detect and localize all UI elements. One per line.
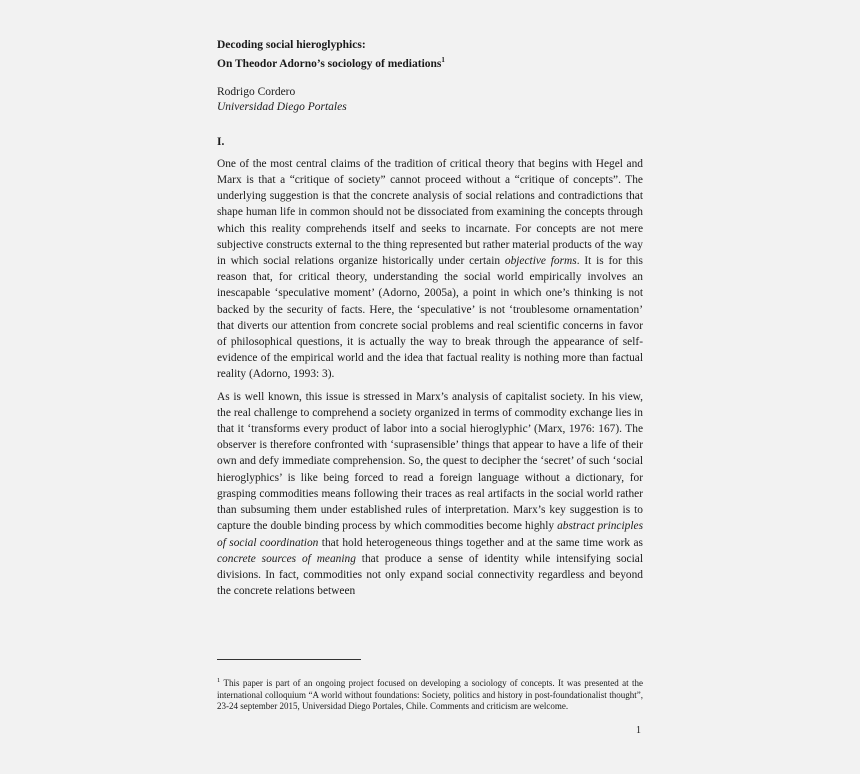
paragraph-2-text-b: that hold heterogeneous things together and at the same time work as bbox=[318, 536, 643, 549]
footnote bbox=[217, 675, 643, 713]
paragraph-1 bbox=[217, 156, 643, 383]
paragraph-2 bbox=[217, 389, 643, 600]
footnote-marker: 1 bbox=[217, 677, 221, 684]
footnote-text: This paper is part of an ongoing project focused on developing a sociology of concepts. It was presented at the international colloquium “A world without foundations: Society, politics and history in post-foundationalist thought”, 23-24 september 2015, Universidad Diego Portales, Chile. Comments and criticism are welcome. bbox=[217, 678, 643, 712]
page-number: 1 bbox=[636, 725, 641, 736]
main-content bbox=[217, 38, 643, 605]
paragraph-2-emphasis-1: abstract principles of social coordination bbox=[217, 520, 643, 549]
paragraph-2-emphasis-2: concrete sources of meaning bbox=[217, 552, 356, 565]
footnote-divider bbox=[217, 659, 361, 660]
title-line-2-text: On Theodor Adorno’s sociology of mediations bbox=[217, 57, 442, 70]
author-block bbox=[217, 85, 643, 115]
author-name: Rodrigo Cordero bbox=[217, 85, 296, 98]
paper-title bbox=[217, 38, 643, 72]
paragraph-2-text-a: As is well known, this issue is stressed in Marx’s analysis of capitalist society. In his view, the real challenge to comprehend a society organized in terms of commodity exchange lies in that it ‘transforms every product of labor into a social hieroglyphic’ (Marx, 1976: 167). The observer is therefore confronted with ‘suprasensible’ things that appear to have a life of their own and defy immediate comprehension. So, the quest to decipher the ‘secret’ of such ‘social hieroglyphics’ is like being forced to read a foreign language without a dictionary, for grasping commodities means following their traces as real artifacts in the social world rather than subsuming them under established rules of interpretation. Marx’s key suggestion is to capture the double binding process by which commodities become highly bbox=[217, 390, 643, 533]
paragraph-1-emphasis: objective forms bbox=[504, 255, 577, 268]
title-line-1: Decoding social hieroglyphics: bbox=[217, 39, 366, 51]
title-line-2 bbox=[217, 53, 643, 72]
title-footnote-marker[interactable]: 1 bbox=[441, 56, 445, 64]
paragraph-1-text-a: One of the most central claims of the tradition of critical theory that begins with Hegel and Marx is that a “critique of society” cannot proceed without a “critique of concepts”. The underlying suggestion is that the concrete analysis of social relations and contradictions that shape human life in common should not be dissociated from examining the concepts through which this reality comprehends itself and seeks to incarnate. For concepts are not mere subjective constructs external to the thing represented but rather material products of the way in which social relations organize historically under certain bbox=[217, 157, 643, 268]
paragraph-1-text-b: . It is for this reason that, for critical theory, understanding the social world empirically involves an inescapable ‘speculative moment’ (Adorno, 2005a), a point in which one’s thinking is not backed by the security of facts. Here, the ‘speculative’ is not ‘troublesome ornamentation’ that diverts our attention from concrete social problems and real scientific concerns in favor of philosophical questions, it is actually the way to break through the appearance of self-evidence of the empirical world and the idea that factual reality is nothing more than factual reality (Adorno, 1993: 3). bbox=[217, 255, 643, 381]
paragraph-2-text-c: that produce a sense of identity while intensifying social divisions. In fact, commodities not only expand social connectivity regardless and beyond the concrete relations between bbox=[217, 552, 643, 598]
author-affiliation: Universidad Diego Portales bbox=[217, 100, 347, 113]
section-heading: I. bbox=[217, 135, 225, 148]
